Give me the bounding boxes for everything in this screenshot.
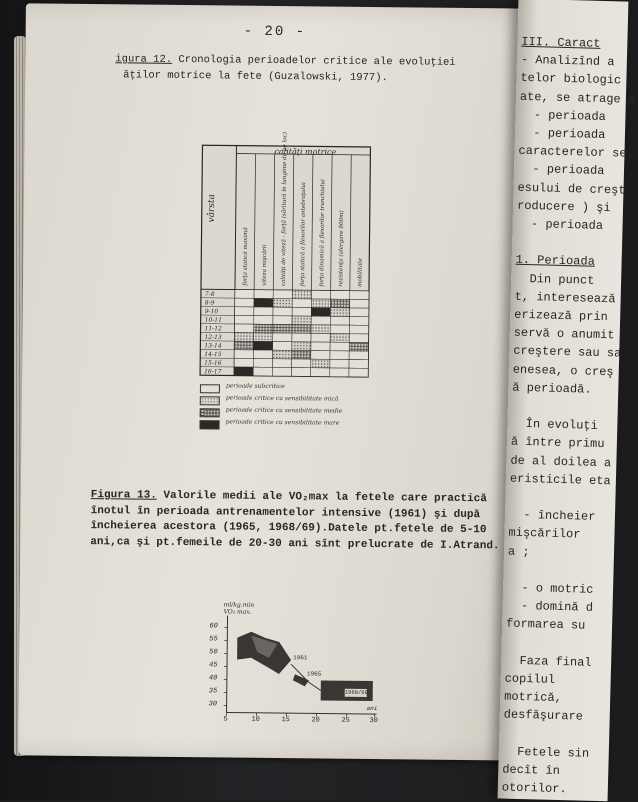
right-page-line: În evoluţi [511, 417, 598, 433]
table-cell [234, 341, 253, 350]
figure-13-line4: ani,ca şi pt.femeile de 20-30 ani sînt prelucrate de I.Atrand. [90, 535, 530, 555]
table-legend [199, 383, 419, 433]
column-header: rezistenţa (alergare 800m) [337, 210, 345, 286]
x-tick-label: 15 [281, 716, 289, 724]
column-header: calităţi de viteză - forţă (săritură în lungime de pe loc) [280, 132, 289, 286]
right-page-line: 1. Perioada [515, 253, 595, 269]
right-page-line: motrică, [504, 690, 562, 706]
figure-12-title-line2: ăţilor motrice la fete (Guzalowski, 1977). [123, 68, 388, 86]
right-page [498, 0, 629, 801]
table-cell [292, 325, 311, 334]
table-cell [330, 342, 349, 351]
table-cell [311, 359, 330, 368]
column-header: viteza mişcării [261, 244, 268, 286]
right-page-line: copilul [505, 672, 556, 687]
legend-item [200, 419, 420, 431]
table-cell [292, 299, 311, 308]
table-cell [292, 342, 311, 351]
right-page-line: roducere ) şi [517, 199, 611, 215]
vo2max-chart [198, 607, 384, 729]
table-cell [235, 307, 254, 316]
right-page-line: telor biologic [520, 71, 621, 88]
table-cell [292, 333, 311, 342]
figure-13-label: Figura 13. [91, 489, 157, 502]
y-tick-label: 50 [209, 648, 217, 656]
age-label: 13-14 [204, 342, 222, 349]
table-cell [235, 290, 254, 299]
right-page-line: eristicile eta [510, 471, 611, 488]
table-cell [311, 308, 330, 317]
table-cell [349, 317, 368, 326]
x-tick-label: 30 [369, 717, 377, 725]
legend-label: perioade critice cu sensibilitate mare [226, 418, 340, 426]
table-cell [330, 368, 349, 377]
x-tick-label: 5 [223, 715, 227, 723]
table-cell [349, 368, 368, 377]
table-cell [254, 307, 273, 316]
column-header: forţa statică maximă [242, 227, 250, 287]
table-cell [311, 290, 330, 299]
table-header-left: vârsta [207, 194, 217, 222]
table-cell [311, 351, 330, 360]
right-page-line: ă între primu [511, 435, 605, 451]
table-header-top: calităţi motrice [274, 147, 336, 157]
chart-ylabel: ml/kg.min [224, 601, 255, 608]
table-cell [235, 315, 254, 324]
y-axis [227, 616, 228, 713]
legend-swatch-blank [200, 384, 220, 393]
age-label: 8-9 [205, 299, 215, 306]
table-cell [273, 350, 292, 359]
table-cell [273, 316, 292, 325]
y-tick-label: 30 [209, 700, 217, 708]
annotation-1961: 1961 [293, 654, 307, 661]
y-tick-label: 35 [209, 687, 217, 695]
right-page-line: Faza final [505, 653, 592, 669]
right-page-line: mişcărilor [508, 526, 580, 542]
table-cell [291, 368, 310, 377]
table-cell [254, 333, 273, 342]
table-cell [272, 359, 291, 368]
table-cell [311, 299, 330, 308]
right-page-line: - perioada [516, 217, 603, 233]
table-cell [235, 298, 254, 307]
right-page-line: decît în [502, 763, 560, 779]
chart-ylabel-2: VO₂ max. [224, 608, 252, 615]
column-header: forţa statică a flexorilor antebraţului [299, 182, 307, 287]
table-cell [330, 334, 349, 343]
table-cell [350, 299, 369, 308]
right-page-line: - o motric [507, 581, 594, 597]
age-label: 10-11 [205, 317, 222, 324]
table-cell [292, 359, 311, 368]
x-tick-label: 25 [341, 717, 349, 725]
age-label: 15-16 [204, 360, 222, 367]
legend-label: perioade subcritice [226, 382, 285, 390]
table-cell [349, 351, 368, 360]
figure-13-line3: încheierea acestora (1965, 1968/69).Datele pt.fetele de 5-10 [90, 519, 530, 539]
right-page-line: a ; [508, 544, 530, 559]
table-cell [330, 325, 349, 334]
table-cell [330, 316, 349, 325]
table-cell [273, 307, 292, 316]
left-page [18, 3, 534, 760]
right-page-line: enesea, o creş [513, 362, 614, 379]
table-cell [253, 359, 272, 368]
table-cell [330, 359, 349, 368]
figure-12-label: igura 12. [115, 53, 172, 66]
table-cell [273, 342, 292, 351]
right-page-line: III. Caract [521, 35, 601, 51]
table-cell [311, 342, 330, 351]
figure-12-title-line1: Cronologia perioadelor critice ale evoluţiei [172, 54, 456, 69]
right-page-line: creştere sau sa [513, 344, 621, 361]
table-cell [311, 316, 330, 325]
table-cell [311, 368, 330, 377]
table-cell [273, 324, 292, 333]
right-page-line: esului de creşt [517, 180, 625, 197]
y-tick-label: 55 [209, 635, 217, 643]
legend-swatch-solid [200, 420, 220, 429]
age-label: 16-17 [204, 368, 222, 375]
figure-13-line2: înotul în perioada antrenamentelor intensive (1961) şi după [91, 504, 531, 524]
table-cell [331, 291, 350, 300]
x-axis [227, 713, 377, 715]
table-cell [254, 324, 273, 333]
annotation-1968: 1968/69 [345, 689, 368, 696]
table-cell [292, 316, 311, 325]
right-page-line: caracterelor se [518, 144, 626, 161]
table-cell [234, 358, 253, 367]
link-adult [309, 682, 321, 690]
right-page-line: - încheier [509, 508, 596, 524]
table-cell [253, 350, 272, 359]
table-cell [273, 299, 292, 308]
age-label: 11-12 [205, 325, 223, 332]
right-page-line: desfăşurare [504, 708, 584, 724]
right-page-line: servă o anumit [514, 326, 615, 343]
motor-qualities-table-svg [200, 145, 370, 371]
annotation-1965: 1965 [307, 670, 321, 677]
table-cell [311, 325, 330, 334]
x-axis-unit: ani [367, 705, 378, 712]
y-tick-label: 40 [209, 674, 217, 682]
legend-swatch-cross [200, 408, 220, 417]
right-page-line: Din punct [515, 271, 595, 287]
table-cell [234, 367, 253, 376]
age-label: 12-13 [204, 334, 222, 341]
right-page-line: de al doilea a [510, 453, 611, 470]
x-tick-label: 20 [311, 716, 319, 724]
motor-qualities-table [200, 145, 370, 371]
table-cell [234, 333, 253, 342]
table-cell [254, 298, 273, 307]
right-page-line: - domină d [506, 599, 593, 615]
age-label: 7-8 [205, 291, 215, 298]
table-cell [349, 325, 368, 334]
y-tick-label: 60 [209, 622, 217, 630]
table-cell [254, 290, 273, 299]
table-cell [292, 307, 311, 316]
right-page-line: t, interesează [515, 289, 616, 306]
table-cell [330, 299, 349, 308]
figure-13-text: Valorile medii ale VO₂max la fetele care practică [157, 490, 487, 505]
table-cell [272, 367, 291, 376]
right-page-line: ă perioadă. [512, 380, 592, 396]
legend-swatch-dots [200, 396, 220, 405]
right-page-line: Fetele sin [503, 744, 590, 760]
legend-label: perioade critice cu sensibilitate mică [226, 394, 339, 402]
right-page-line: - perioada [519, 108, 606, 124]
age-label: 9-10 [205, 308, 219, 315]
table-cell [292, 290, 311, 299]
table-cell [349, 334, 368, 343]
table-cell [235, 324, 254, 333]
table-cell [292, 350, 311, 359]
table-cell [311, 333, 330, 342]
right-page-line: - Analizînd a [521, 53, 615, 69]
page-number: - 20 - [244, 24, 307, 41]
column-header: forţa dinamică a flexorilor trunchiului [318, 179, 326, 288]
column-header: mobilitate [357, 257, 363, 287]
table-cell [330, 351, 349, 360]
table-cell [349, 342, 368, 351]
right-page-line: otorilor. [502, 781, 567, 797]
vo2max-chart-svg [198, 607, 384, 729]
table-cell [253, 341, 272, 350]
table-cell [254, 316, 273, 325]
table-cell [349, 360, 368, 369]
table-cell [350, 291, 369, 300]
table-cell [330, 308, 349, 317]
right-page-line: ate, se atrage a [520, 89, 636, 106]
right-page-line: - perioada [518, 162, 605, 178]
table-cell [273, 333, 292, 342]
right-page-text [518, 0, 628, 2]
table-cell [273, 290, 292, 299]
right-page-line: erizează prin [514, 308, 608, 324]
x-tick-label: 10 [251, 716, 259, 724]
legend-label: perioade critice cu sensibilitate medie [226, 406, 343, 414]
figure-13-caption [90, 488, 531, 555]
age-label: 14-15 [204, 351, 222, 358]
y-tick-label: 45 [209, 661, 217, 669]
right-page-line: - perioada [519, 126, 606, 142]
right-page-line: formarea su [506, 617, 586, 633]
table-cell [350, 308, 369, 317]
table-cell [253, 367, 272, 376]
table-cell [234, 350, 253, 359]
